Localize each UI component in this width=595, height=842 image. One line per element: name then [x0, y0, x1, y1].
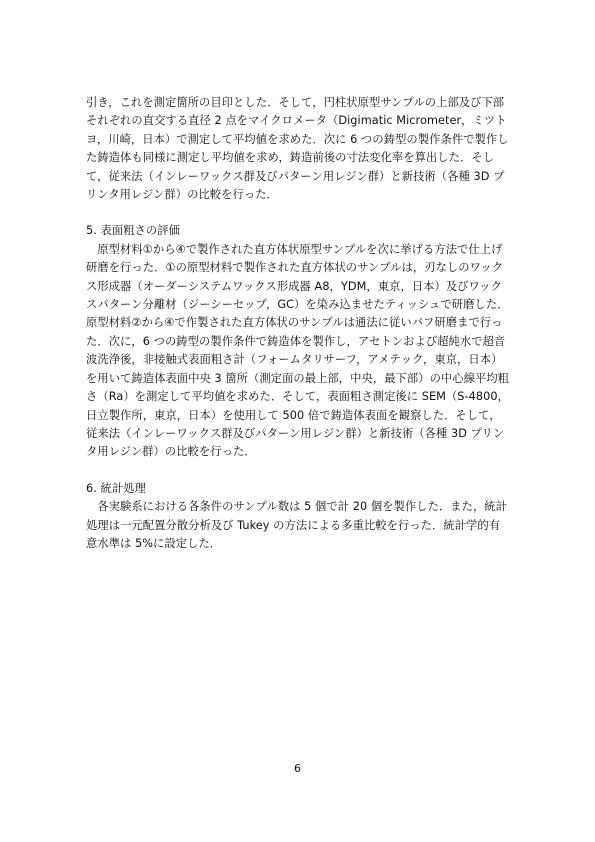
- page-number: 6: [294, 762, 301, 775]
- page-body: [86, 94, 510, 553]
- section-surface-roughness: [86, 222, 510, 461]
- section-6-paragraph: 各実験系における各条件のサンプル数は 5 個で計 20 個を製作した．また，統計処理は一元配置分散分析及び Tukey の方法による多重比較を行った．統計学的有意水準は 5%に設定した．: [86, 500, 508, 550]
- section-5-paragraph: 原型材料①から④で製作された直方体状原型サンプルを次に挙げる方法で仕上げ研磨を行った．①の原型材料で製作された直方体状のサンプルは，刃なしのワックス形成器（オーダーシステムワックス形成器 A8，YDM，東京，日本）及びワックスパターン分離材（ジーシーセップ，GC）を染み込ませたティッシュで研磨した．原型材料②から④で作製された直方体状のサンプルは通法に従いバフ研磨まで行った．次に，6 つの鋳型の製作条件で鋳造体を製作し，アセトンおよび超純水で超音波洗浄後，非接触式表面粗さ計（フォームタリサーフ，アメテック，東京，日本）を用いて鋳造体表面中央 3 箇所（測定面の最上部，中央，最下部）の中心線平均粗さ（Ra）を測定して平均値を求めた．そして，表面粗さ測定後に SEM（S-4800，日立製作所，東京，日本）を使用して 500 倍で鋳造体表面を観察した．そして，従来法（インレーワックス群及びパターン用レジン群）と新技術（各種 3D プリンタ用レジン群）の比較を行った．: [86, 242, 510, 459]
- section-statistics: [86, 480, 510, 554]
- intro-section: [86, 94, 510, 204]
- intro-paragraph: 引き，これを測定箇所の目印とした．そして，円柱状原型サンプルの上部及び下部それぞれの直交する直径 2 点をマイクロメータ（Digimatic Micrometer，ミツトヨ，川崎，日本）で測定して平均値を求めた．次に 6 つの鋳型の製作条件で製作した鋳造体も同様に測定し平均値を求め，鋳造前後の寸法変化率を算出した．そして，従来法（インレーワックス群及びパターン用レジン群）と新技術（各種 3D プリンタ用レジン群）の比較を行った．: [86, 96, 509, 202]
- section-5-heading: 5. 表面粗さの評価: [86, 224, 180, 238]
- section-6-heading: 6. 統計処理: [86, 481, 146, 495]
